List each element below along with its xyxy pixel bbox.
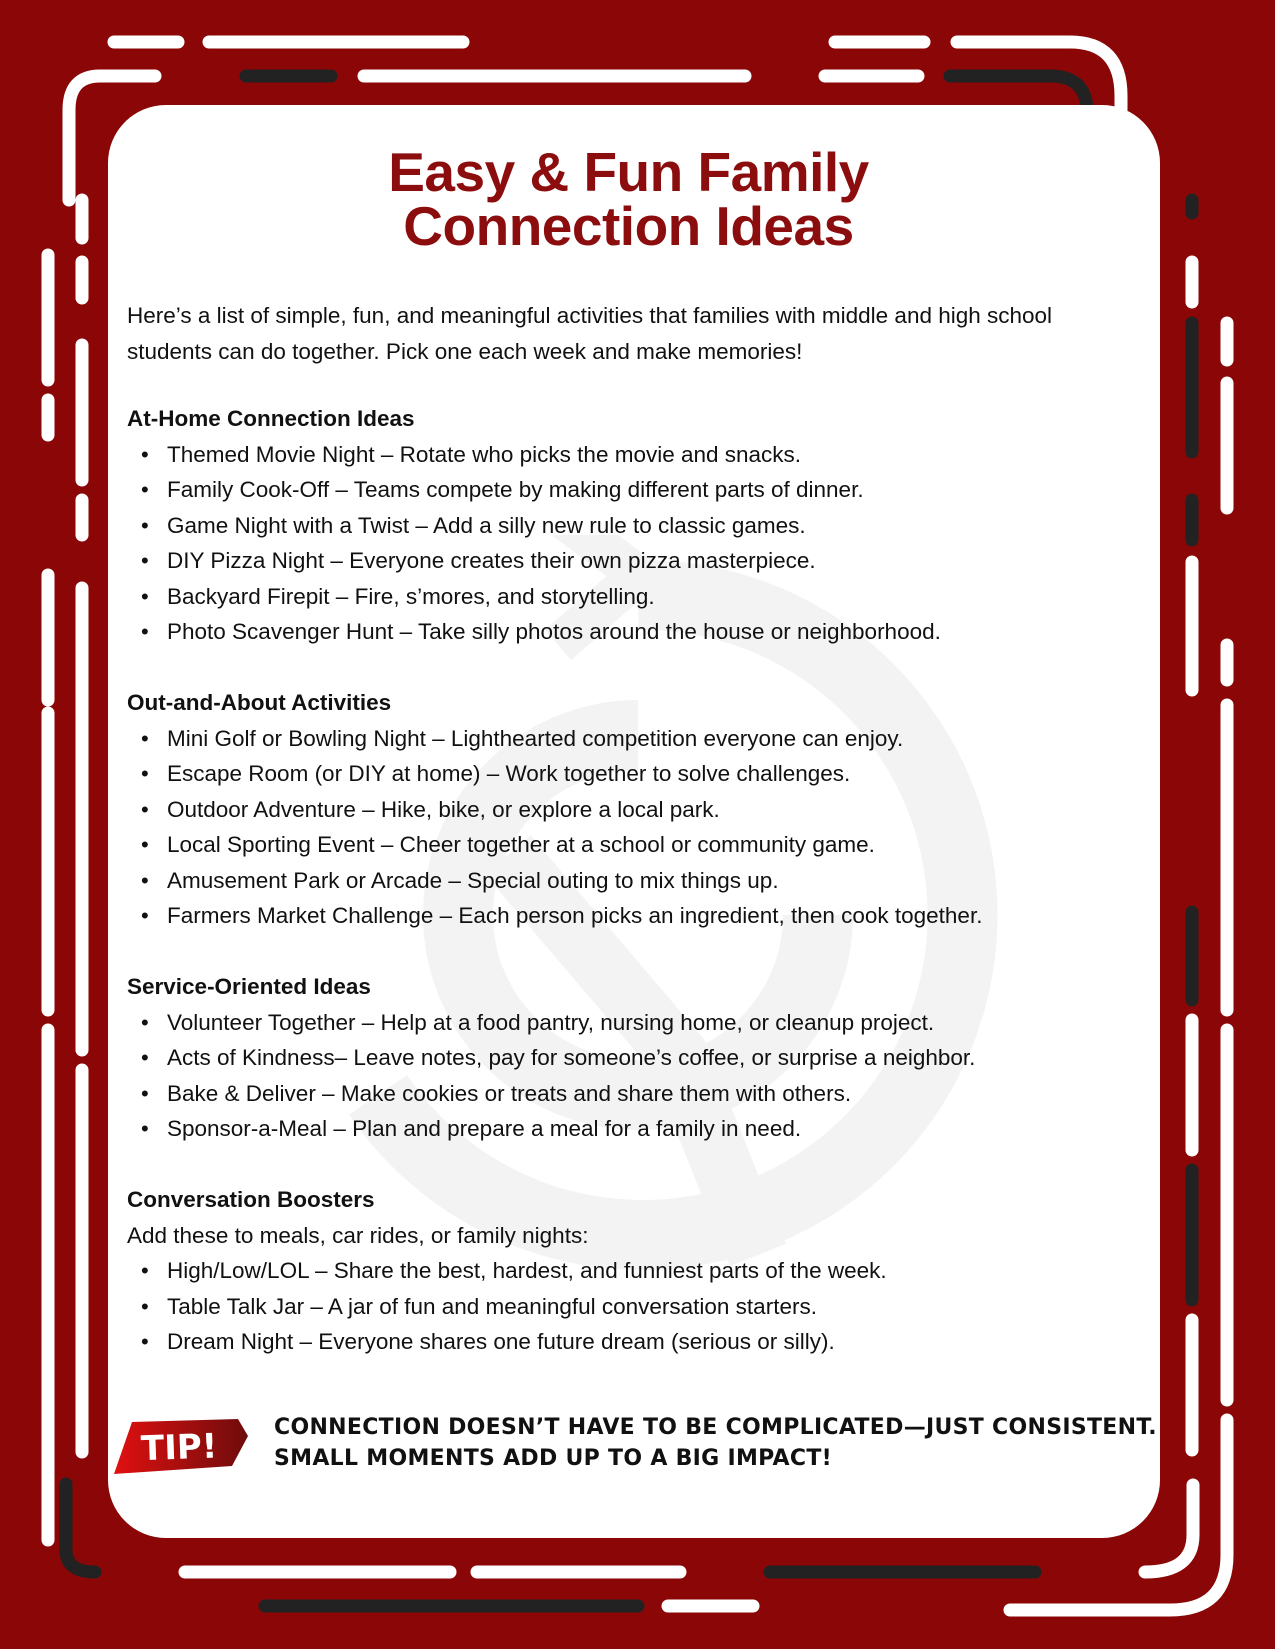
list-item — [127, 1253, 1157, 1289]
list-item-text: Table Talk Jar – A jar of fun and meaningful conversation starters. — [167, 1293, 817, 1319]
bullet-icon: • — [141, 477, 149, 502]
idea-list — [127, 437, 1157, 650]
bullet-icon: • — [141, 1329, 149, 1354]
list-item — [127, 898, 1157, 934]
section-note: Add these to meals, car rides, or family nights: — [127, 1222, 589, 1248]
list-item-text: Themed Movie Night – Rotate who picks the movie and snacks. — [167, 441, 802, 467]
list-item — [127, 437, 1157, 473]
section-out-and-about — [127, 685, 1157, 934]
list-item — [127, 1076, 1157, 1112]
list-item — [127, 1324, 1157, 1360]
title-line-1: Easy & Fun Family — [388, 141, 869, 203]
list-item-text: High/Low/LOL – Share the best, hardest, and funniest parts of the week. — [167, 1258, 887, 1283]
content-card — [108, 105, 1160, 1538]
list-item-text: Mini Golf or Bowling Night – Lighthearted competition everyone can enjoy. — [167, 725, 904, 751]
list-item-text: Game Night with a Twist – Add a silly new rule to classic games. — [167, 512, 806, 538]
tip-line-1: CONNECTION DOESN’T HAVE TO BE COMPLICATED—JUST CONSISTENT. — [274, 1415, 1157, 1440]
sections-container — [127, 401, 1157, 1395]
page-title — [127, 141, 1130, 257]
list-item-text: DIY Pizza Night – Everyone creates their own pizza masterpiece. — [167, 548, 816, 573]
bullet-icon: • — [141, 761, 149, 786]
bullet-icon: • — [141, 1009, 149, 1035]
list-item — [127, 1111, 1157, 1147]
bullet-icon: • — [141, 725, 149, 751]
section-heading: Out-and-About Activities — [127, 690, 392, 715]
list-item-text: Farmers Market Challenge – Each person picks an ingredient, then cook together. — [167, 903, 983, 928]
bullet-icon: • — [141, 1116, 149, 1141]
idea-list — [127, 721, 1157, 934]
list-item-text: Acts of Kindness– Leave notes, pay for someone’s coffee, or surprise a neighbor. — [167, 1045, 976, 1070]
section-conversation-boosters — [127, 1182, 1157, 1360]
bullet-icon: • — [141, 796, 149, 822]
list-item-text: Bake & Deliver – Make cookies or treats and share them with others. — [167, 1080, 852, 1106]
section-heading: At-Home Connection Ideas — [127, 406, 415, 431]
list-item-text: Sponsor-a-Meal – Plan and prepare a meal for a family in need. — [167, 1116, 802, 1141]
list-item — [127, 792, 1157, 828]
intro-paragraph: Here’s a list of simple, fun, and meaningful activities that families with middle and high school students can do together. Pick one each week and make memories! — [127, 303, 1053, 364]
bullet-icon: • — [141, 583, 149, 609]
section-heading: Service-Oriented Ideas — [127, 974, 371, 999]
idea-list — [127, 1253, 1157, 1360]
tip-text — [274, 1412, 1157, 1474]
bullet-icon: • — [141, 512, 149, 538]
bullet-icon: • — [141, 1293, 149, 1319]
section-service-oriented — [127, 969, 1157, 1147]
bullet-icon: • — [141, 441, 149, 467]
section-heading: Conversation Boosters — [127, 1187, 375, 1212]
tip-badge-label: TIP! — [140, 1426, 218, 1470]
list-item-text: Backyard Firepit – Fire, s’mores, and storytelling. — [167, 583, 655, 609]
tip-callout — [114, 1410, 1157, 1490]
list-item-text: Family Cook-Off – Teams compete by making different parts of dinner. — [167, 477, 864, 502]
list-item-text: Dream Night – Everyone shares one future dream (serious or silly). — [167, 1329, 835, 1354]
bullet-icon: • — [141, 867, 149, 893]
section-at-home — [127, 401, 1157, 650]
list-item-text: Escape Room (or DIY at home) – Work together to solve challenges. — [167, 761, 851, 786]
list-item-text: Outdoor Adventure – Hike, bike, or explore a local park. — [167, 796, 720, 822]
list-item — [127, 1040, 1157, 1076]
bullet-icon: • — [141, 1258, 149, 1283]
bullet-icon: • — [141, 1045, 149, 1070]
list-item — [127, 721, 1157, 757]
list-item — [127, 1289, 1157, 1325]
border-corner-dash — [66, 1484, 95, 1572]
list-item-text: Local Sporting Event – Cheer together at a school or community game. — [167, 832, 875, 857]
list-item — [127, 579, 1157, 615]
list-item — [127, 472, 1157, 508]
list-item — [127, 756, 1157, 792]
title-line-2: Connection Ideas — [403, 195, 854, 257]
list-item-text: Photo Scavenger Hunt – Take silly photos around the house or neighborhood. — [167, 619, 941, 644]
bullet-icon: • — [141, 832, 149, 857]
bullet-icon: • — [141, 548, 149, 573]
list-item — [127, 827, 1157, 863]
bullet-icon: • — [141, 619, 149, 644]
list-item — [127, 543, 1157, 579]
list-item-text: Amusement Park or Arcade – Special outing to mix things up. — [167, 867, 779, 893]
bullet-icon: • — [141, 903, 149, 928]
tip-badge-icon — [114, 1418, 249, 1476]
list-item-text: Volunteer Together – Help at a food pantry, nursing home, or cleanup project. — [167, 1009, 935, 1035]
list-item — [127, 1005, 1157, 1041]
list-item — [127, 508, 1157, 544]
list-item — [127, 614, 1157, 650]
tip-line-2: SMALL MOMENTS ADD UP TO A BIG IMPACT! — [274, 1446, 832, 1471]
idea-list — [127, 1005, 1157, 1147]
bullet-icon: • — [141, 1080, 149, 1106]
list-item — [127, 863, 1157, 899]
